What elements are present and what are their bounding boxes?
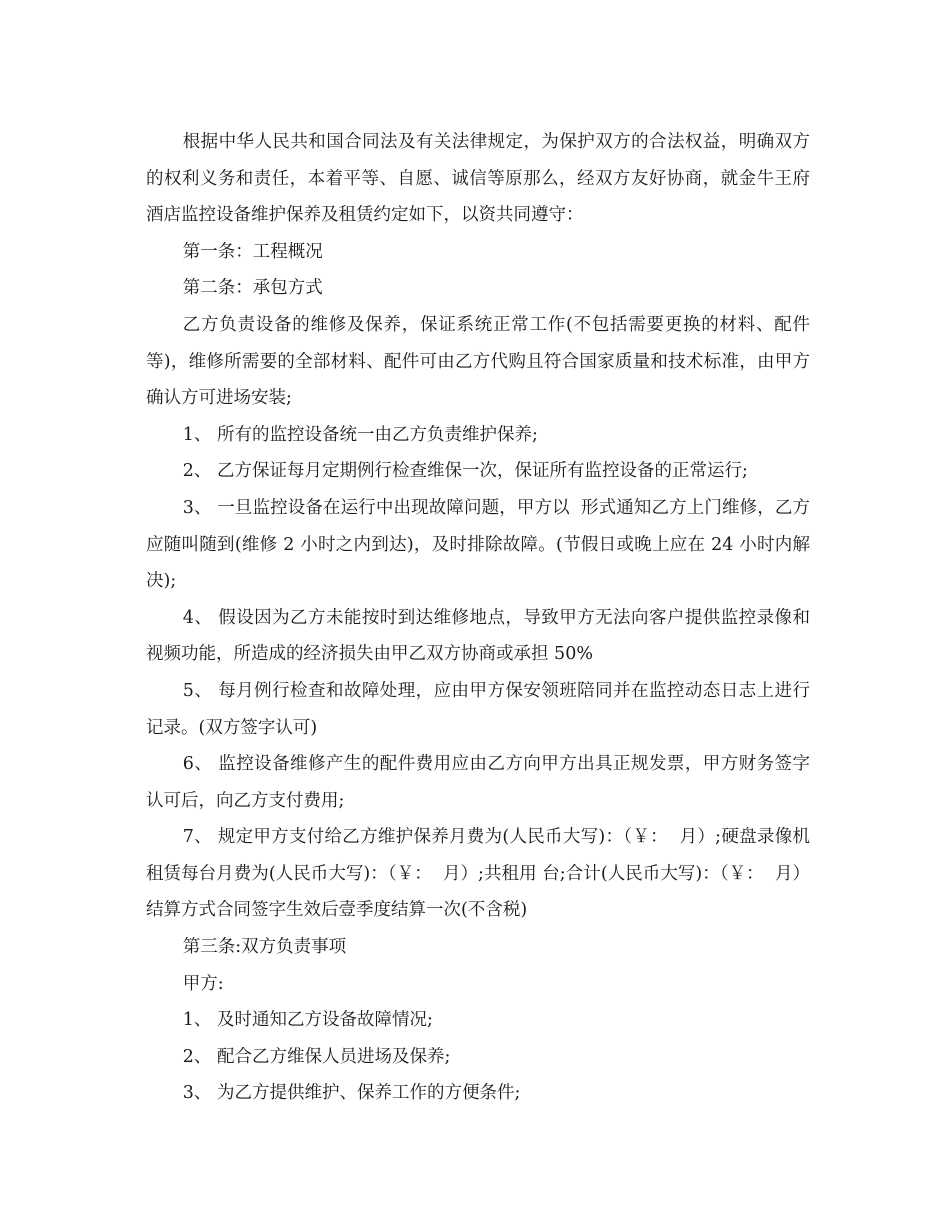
party-a-label: 甲方: bbox=[182, 973, 224, 994]
article-2-heading: 第二条：承包方式 bbox=[182, 278, 323, 299]
maintenance-paragraph: 乙方负责设备的维修及保养，保证系统正常工作(不包括需要更换的材料、配件等)，维修所需要的全部材料、配件可由乙方代购且符合国家质量和技术标准，由甲方确认方可进场安装; bbox=[146, 314, 810, 409]
clause-item: 4、 假设因为乙方未能按时到达维修地点，导致甲方无法向客户提供监控录像和视频功能，所造成的经济损失由甲乙双方协商或承担 50% bbox=[146, 607, 810, 665]
article-3-heading: 第三条:双方负责事项 bbox=[182, 937, 347, 958]
clause-item: 3、 一旦监控设备在运行中出现故障问题，甲方以 形式通知乙方上门维修，乙方应随叫随到(维修 2 小时之内到达)，及时排除故障。(节假日或晚上应在 24 小时内解决); bbox=[146, 497, 810, 592]
clause-item: 7、 规定甲方支付给乙方维护保养月费为(人民币大写)：（￥： 月）;硬盘录像机租赁每台月费为(人民币大写)：（￥： 月）;共租用 台;合计(人民币大写)：（￥： 月）结算方式合同签字生效后壹季度结算一次(不含税) bbox=[146, 827, 810, 921]
party-a-item: 2、 配合乙方维保人员进场及保养; bbox=[182, 1046, 451, 1067]
clause-item: 1、 所有的监控设备统一由乙方负责维护保养; bbox=[182, 424, 538, 445]
clause-item: 2、 乙方保证每月定期例行检查维保一次，保证所有监控设备的正常运行; bbox=[182, 461, 748, 482]
clause-item: 5、 每月例行检查和故障处理，应由甲方保安领班陪同并在监控动态日志上进行记录。(双方签字认可) bbox=[146, 680, 810, 738]
article-1-heading: 第一条：工程概况 bbox=[182, 241, 323, 262]
clause-item: 6、 监控设备维修产生的配件费用应由乙方向甲方出具正规发票，甲方财务签字认可后，向乙方支付费用; bbox=[146, 754, 810, 811]
party-a-item: 3、 为乙方提供维护、保养工作的方便条件; bbox=[182, 1083, 521, 1104]
contract-body bbox=[146, 124, 810, 1112]
party-a-item: 1、 及时通知乙方设备故障情况; bbox=[182, 1010, 433, 1031]
intro-paragraph: 根据中华人民共和国合同法及有关法律规定，为保护双方的合法权益，明确双方的权利义务和责任，本着平等、自愿、诚信等原那么，经双方友好协商，就金牛王府酒店监控设备维护保养及租赁约定如下，以资共同遵守： bbox=[146, 132, 810, 226]
